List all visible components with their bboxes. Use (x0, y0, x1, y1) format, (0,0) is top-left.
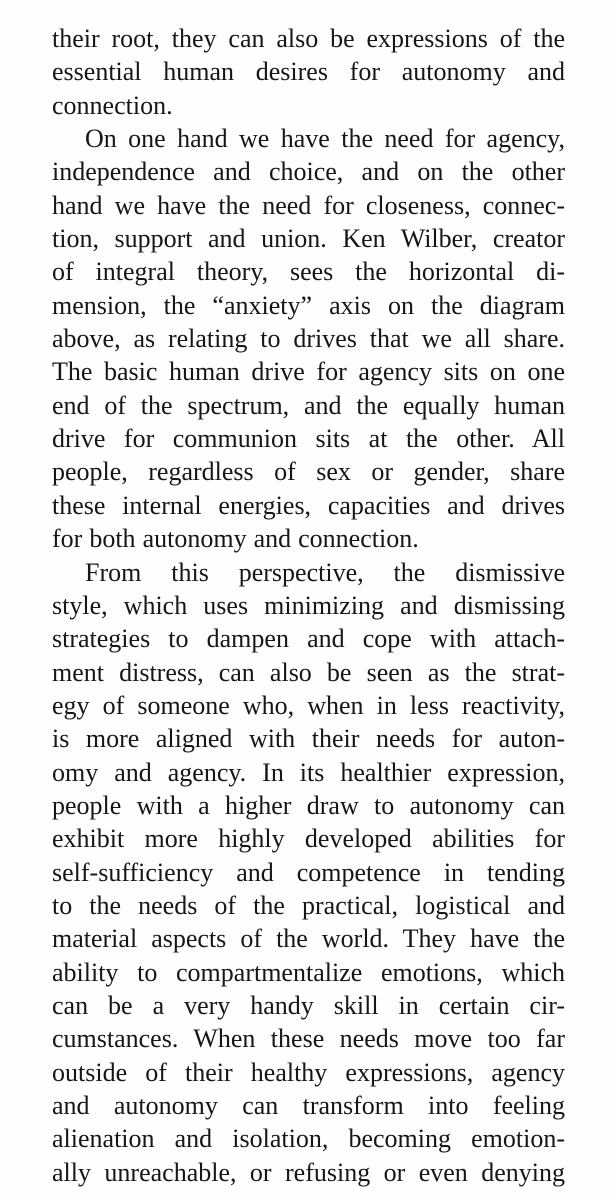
text-line: these internal energies, capacities and drives (52, 490, 565, 520)
text-column (52, 22, 565, 1189)
text-line: connection. (52, 90, 173, 120)
paragraph-3 (52, 556, 565, 1190)
text-line: end of the spectrum, and the equally human (52, 390, 565, 420)
text-line: style, which uses minimizing and dismissing (52, 590, 565, 620)
text-line: tion, support and union. Ken Wilber, creator (52, 224, 565, 254)
text-line: for both autonomy and connection. (52, 524, 419, 554)
text-line: cumstances. When these needs move too far (52, 1024, 565, 1054)
text-line: above, as relating to drives that we all share. (52, 324, 565, 354)
text-line: to the needs of the practical, logistical and (52, 890, 565, 920)
text-line: omy and agency. In its healthier expression, (52, 757, 565, 787)
text-line: independence and choice, and on the other (52, 157, 565, 187)
text-line: essential human desires for autonomy and (52, 57, 565, 87)
paragraph-1 (52, 22, 565, 122)
paragraph-2 (52, 122, 565, 555)
text-line: strategies to dampen and cope with attach- (52, 624, 565, 654)
text-line: ment distress, can also be seen as the strat- (52, 657, 565, 687)
text-line: ability to compartmentalize emotions, which (52, 957, 565, 987)
text-line: On one hand we have the need for agency, (85, 124, 565, 154)
text-line: self-sufficiency and competence in tending (52, 857, 565, 887)
text-line: is more aligned with their needs for auton- (52, 724, 565, 754)
text-line: and autonomy can transform into feeling (52, 1091, 565, 1120)
text-line: outside of their healthy expressions, agency (52, 1057, 565, 1087)
text-line: material aspects of the world. They have the (52, 924, 565, 954)
text-line: egy of someone who, when in less reactivity, (52, 690, 565, 720)
text-line: exhibit more highly developed abilities for (52, 824, 565, 854)
text-line: their root, they can also be expressions of the (52, 24, 565, 53)
text-line: can be a very handy skill in certain cir- (52, 990, 565, 1020)
text-line: people, regardless of sex or gender, share (52, 457, 565, 487)
text-line: of integral theory, sees the horizontal di- (52, 257, 565, 287)
text-line: mension, the “anxiety” axis on the diagram (52, 290, 565, 320)
text-line: hand we have the need for closeness, connec- (52, 190, 565, 220)
text-line: From this perspective, the dismissive (85, 557, 565, 587)
text-line: drive for communion sits at the other. All (52, 424, 565, 454)
text-line: The basic human drive for agency sits on one (52, 357, 565, 387)
text-line: people with a higher draw to autonomy can (52, 790, 565, 820)
text-line: ally unreachable, or refusing or even denying (52, 1157, 565, 1187)
text-line: alienation and isolation, becoming emotion- (52, 1124, 565, 1154)
